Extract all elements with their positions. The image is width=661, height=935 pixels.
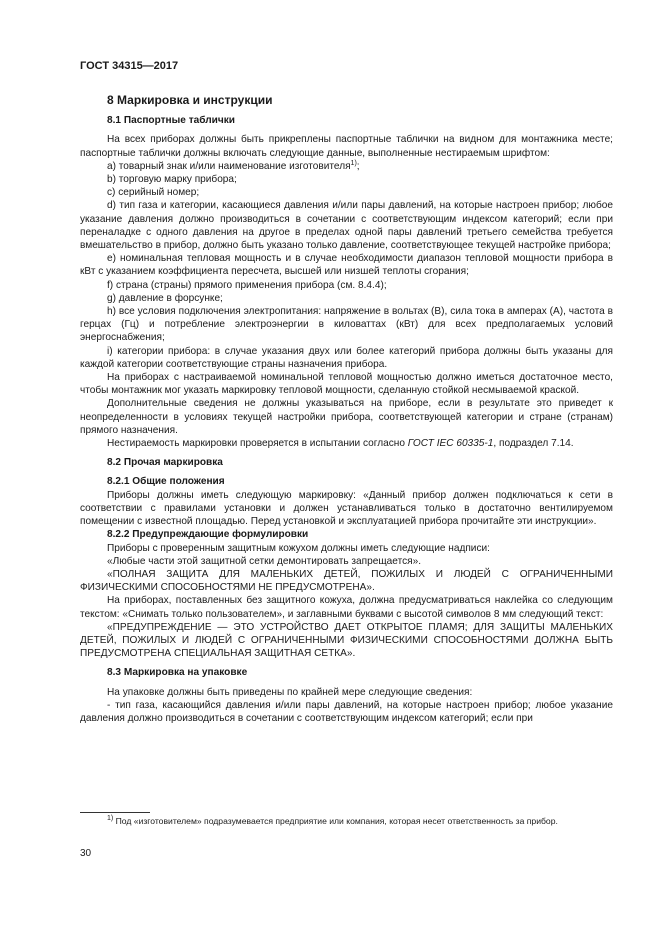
list-item-a: а) товарный знак и/или наименование изготовителя$^{1)}$;	[107, 159, 360, 172]
section-8-title: 8 Маркировка и инструкции	[107, 93, 273, 107]
paragraph-no-guard-label: На приборах, поставленных без защитного кожуха, должна предусматриваться наклейка со следующим текстом: «Снимать только пользователем», и заглавными буквами с высотой символов 8 мм следующий текст:	[80, 595, 613, 620]
section-8-1-title: 8.1 Паспортные таблички	[107, 115, 235, 127]
paragraph-packaging-gas-type: - тип газа, касающийся давления и/или пары давлений, на которые настроен прибор; любое указание давления должно производиться в сочетании с соответствующим индексом категорий; если при	[80, 699, 613, 724]
paragraph-guard-warning-2: «ПОЛНАЯ ЗАЩИТА ДЛЯ МАЛЕНЬКИХ ДЕТЕЙ, ПОЖИЛЫХ И ЛЮДЕЙ С ОГРАНИЧЕННЫМИ ФИЗИЧЕСКИМИ СПОСОБНОСТЯМИ НЕ ПРЕДУСМОТРЕНА».	[80, 568, 613, 594]
list-item-i: i) категории прибора: в случае указания двух или более категорий прибора должны быть указаны для каждой категории соответствующие страны назначения прибора.	[80, 345, 613, 370]
page-content	[80, 92, 613, 725]
paragraph-packaging-intro: На упаковке должны быть приведены по крайней мере следующие сведения:	[107, 686, 473, 698]
paragraph-guard-inscriptions: Приборы с проверенным защитным кожухом должны иметь следующие надписи:	[107, 542, 490, 554]
footnote-divider	[80, 812, 150, 813]
footnote-text: Под «изготовителем» подразумевается предприятие или компания, которая несет ответственность за прибор.	[113, 816, 558, 826]
paragraph-general-marking: Приборы должны иметь следующую маркировку: «Данный прибор должен подключаться к сети в соответствии с правилами установки и должен устанавливаться только в достаточно вентилируемом помещении с известной площадью. Перед установкой и эксплуатацией прибора прочитайте эти инструкции».	[80, 489, 613, 528]
footnote-mark: 1)	[107, 815, 114, 822]
list-item-c: c) серийный номер;	[107, 187, 200, 199]
paragraph-durability-check: Нестираемость маркировки проверяется в испытании согласно ГОСТ IEC 60335-1, подраздел 7.14.	[107, 438, 574, 450]
paragraph-additional-info: Дополнительные сведения не должны указываться на приборе, если в результате это приведет к неопределенности в условиях текущей настройки прибора, соответствующей категории и стране (странам) прямого назначения.	[80, 398, 613, 436]
section-8-2-title: 8.2 Прочая маркировка	[107, 457, 223, 469]
list-item-e: e) номинальная тепловая мощность и в случае необходимости диапазон тепловой мощности прибора в кВт с указанием коэффициента пересчета, высшей или низшей теплоты сгорания;	[80, 253, 613, 278]
standard-reference: ГОСТ IEC 60335-1	[407, 438, 494, 450]
paragraph-guard-warning-1: «Любые части этой защитной сетки демонтировать запрещается».	[107, 555, 422, 567]
footnote	[80, 816, 613, 828]
section-8-2-2-title: 8.2.2 Предупреждающие формулировки	[107, 529, 309, 541]
list-item-b: b) торговую марку прибора;	[107, 174, 237, 186]
paragraph-open-flame-warning: «ПРЕДУПРЕЖДЕНИЕ — ЭТО УСТРОЙСТВО ДАЕТ ОТКРЫТОЕ ПЛАМЯ; ДЛЯ ЗАЩИТЫ МАЛЕНЬКИХ ДЕТЕЙ, ПОЖИЛЫХ И ЛЮДЕЙ С ОГРАНИЧЕННЫМИ ФИЗИЧЕСКИМИ СПОСОБНОСТЯМИ ДОЛЖНА БЫТЬ ПРЕДУСМОТРЕНА СПЕЦИАЛЬНАЯ ЗАЩИТНАЯ СЕТКА».	[80, 621, 613, 660]
paragraph-intro: На всех приборах должны быть прикреплены паспортные таблички на видном для монтажника месте; паспортные таблички должны включать следующие данные, выполненные нестираемым шрифтом:	[80, 134, 613, 159]
list-item-f: f) страна (страны) прямого применения прибора (см. 8.4.4);	[107, 279, 387, 291]
list-item-d: d) тип газа и категории, касающиеся давления и/или пары давлений, на которые настроен прибор; любое указание давления должно производиться в сочетании с соответствующим индексом категорий; если при переналадке с одного давления на другое в пределах одной пары давлений третьего семейства требуется вмешательство в прибор, должно быть указано только давление, соответствующее текущей настройке прибора;	[80, 200, 613, 252]
section-8-2-1-title: 8.2.1 Общие положения	[107, 476, 225, 488]
section-8-3-title: 8.3 Маркировка на упаковке	[107, 667, 248, 679]
list-item-g: g) давление в форсунке;	[107, 292, 223, 304]
page-number: 30	[80, 848, 92, 859]
list-item-h: h) все условия подключения электропитания: напряжение в вольтах (В), сила тока в амперах (А), частота в герцах (Гц) и потребление электроэнергии в киловаттах (кВт) для всех предполагаемых условий энергоснабжения;	[80, 306, 613, 344]
document-code-header: ГОСТ 34315—2017	[80, 60, 179, 72]
paragraph-adjustable-power: На приборах с настраиваемой номинальной тепловой мощностью должно иметься достаточное место, чтобы монтажник мог указать маркировку тепловой мощности, сделанную стойкой несмываемой краской.	[80, 372, 613, 397]
footnote-reference[interactable]: 1)	[350, 159, 357, 167]
